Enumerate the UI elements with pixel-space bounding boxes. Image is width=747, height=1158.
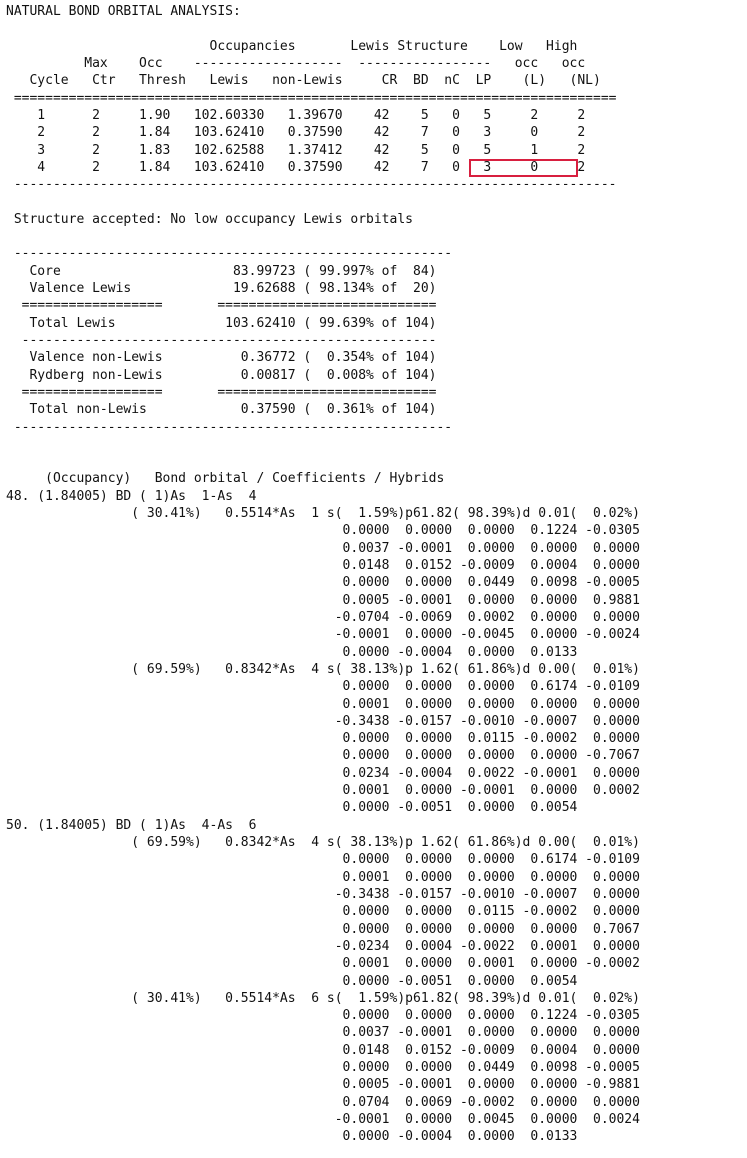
output-line: 50. (1.84005) BD ( 1)As 4-As 6: [6, 817, 257, 833]
output-line: Structure accepted: No low occupancy Lewis orbitals: [6, 211, 413, 227]
output-line: -0.3438 -0.0157 -0.0010 -0.0007 0.0000: [6, 713, 640, 729]
output-line: -0.0001 0.0000 0.0045 0.0000 0.0024: [6, 1112, 640, 1127]
output-line: ( 69.59%) 0.8342*As 4 s( 38.13%)p 1.62( 61.86%)d 0.00( 0.01%): [6, 835, 640, 850]
output-line: Total Lewis 103.62410 ( 99.639% of 104): [6, 315, 437, 331]
output-line: 0.0005 -0.0001 0.0000 0.0000 -0.9881: [6, 1077, 640, 1093]
output-line: 0.0001 0.0000 -0.0001 0.0000 0.0002: [6, 783, 640, 799]
output-line: -0.0704 -0.0069 0.0002 0.0000 0.0000: [6, 609, 640, 625]
output-line: 0.0000 0.0000 0.0115 -0.0002 0.0000: [6, 731, 640, 747]
output-line: -0.3438 -0.0157 -0.0010 -0.0007 0.0000: [6, 886, 640, 902]
output-line: 0.0000 0.0000 0.0000 0.1224 -0.0305: [6, 1008, 640, 1024]
output-line: Occupancies Lewis Structure Low High: [6, 38, 578, 54]
document-title: NATURAL BOND ORBITAL ANALYSIS:: [6, 4, 241, 19]
output-line: 0.0001 0.0000 0.0000 0.0000 0.0000: [6, 696, 640, 712]
output-line: 0.0148 0.0152 -0.0009 0.0004 0.0000: [6, 558, 640, 573]
output-line: Cycle Ctr Thresh Lewis non-Lewis CR BD nC LP (L) (NL): [6, 73, 601, 89]
output-line: Core 83.99723 ( 99.997% of 84): [6, 263, 437, 279]
output-line: -0.0234 0.0004 -0.0022 0.0001 0.0000: [6, 938, 640, 954]
output-line: 0.0037 -0.0001 0.0000 0.0000 0.0000: [6, 540, 640, 556]
output-line: 0.0000 -0.0051 0.0000 0.0054: [6, 973, 578, 989]
output-line: 0.0000 0.0000 0.0000 0.6174 -0.0109: [6, 679, 640, 695]
output-line: -----------------------------------------------------------------------------: [6, 177, 617, 193]
output-line: 0.0000 0.0000 0.0000 0.1224 -0.0305: [6, 523, 640, 539]
output-line: Total non-Lewis 0.37590 ( 0.361% of 104): [6, 402, 437, 418]
output-line: 0.0037 -0.0001 0.0000 0.0000 0.0000: [6, 1025, 640, 1041]
output-line: 48. (1.84005) BD ( 1)As 1-As 4: [6, 488, 257, 504]
output-line: 0.0148 0.0152 -0.0009 0.0004 0.0000: [6, 1042, 640, 1058]
output-line: [6, 453, 640, 470]
output-line: Valence non-Lewis 0.36772 ( 0.354% of 104): [6, 350, 437, 366]
output-line: =============================================================================: [6, 90, 617, 106]
output-line: 4 2 1.84 103.62410 0.37590 42 7 0 3 0 2: [6, 159, 586, 175]
output-line: 0.0234 -0.0004 0.0022 -0.0001 0.0000: [6, 765, 640, 781]
output-line: 0.0000 -0.0051 0.0000 0.0054: [6, 800, 578, 816]
output-line: 0.0000 0.0000 0.0449 0.0098 -0.0005: [6, 575, 640, 591]
output-line: 0.0000 0.0000 0.0115 -0.0002 0.0000: [6, 904, 640, 920]
output-line: --------------------------------------------------------: [6, 246, 453, 262]
output-line: [6, 436, 640, 453]
output-line: 0.0000 0.0000 0.0000 0.0000 -0.7067: [6, 748, 640, 764]
output-line: 2 2 1.84 103.62410 0.37590 42 7 0 3 0 2: [6, 125, 586, 141]
output-line: Valence Lewis 19.62688 ( 98.134% of 20): [6, 281, 437, 296]
output-line: 3 2 1.83 102.62588 1.37412 42 5 0 5 1 2: [6, 142, 586, 158]
output-line: [6, 228, 640, 245]
output-line: [6, 20, 640, 37]
output-line: 0.0000 0.0000 0.0449 0.0098 -0.0005: [6, 1060, 640, 1076]
output-line: (Occupancy) Bond orbital / Coefficients / Hybrids: [6, 471, 445, 487]
output-line: 0.0005 -0.0001 0.0000 0.0000 0.9881: [6, 592, 640, 608]
output-line: [6, 193, 640, 210]
output-line: 0.0000 0.0000 0.0000 0.6174 -0.0109: [6, 852, 640, 868]
output-line: --------------------------------------------------------: [6, 419, 453, 435]
output-line: 0.0001 0.0000 0.0001 0.0000 -0.0002: [6, 956, 640, 972]
output-line: Max Occ ------------------- ----------------- occ occ: [6, 55, 586, 71]
output-line: -0.0001 0.0000 -0.0045 0.0000 -0.0024: [6, 627, 640, 643]
highlight-box: [469, 159, 578, 177]
output-line: ================== ============================: [6, 298, 437, 314]
output-line: ( 69.59%) 0.8342*As 4 s( 38.13%)p 1.62( 61.86%)d 0.00( 0.01%): [6, 661, 640, 677]
output-line: 1 2 1.90 102.60330 1.39670 42 5 0 5 2 2: [6, 107, 586, 123]
output-line: 0.0000 -0.0004 0.0000 0.0133: [6, 1129, 578, 1145]
output-line: 0.0000 0.0000 0.0000 0.0000 0.7067: [6, 921, 640, 937]
output-line: -----------------------------------------------------: [6, 332, 437, 348]
output-line: Rydberg non-Lewis 0.00817 ( 0.008% of 104): [6, 367, 437, 383]
output-line: ( 30.41%) 0.5514*As 1 s( 1.59%)p61.82( 98.39%)d 0.01( 0.02%): [6, 506, 640, 522]
output-line: 0.0001 0.0000 0.0000 0.0000 0.0000: [6, 869, 640, 885]
output-line: ( 30.41%) 0.5514*As 6 s( 1.59%)p61.82( 98.39%)d 0.01( 0.02%): [6, 990, 640, 1006]
output-line: 0.0704 0.0069 -0.0002 0.0000 0.0000: [6, 1094, 640, 1110]
output-line: ================== ============================: [6, 384, 437, 400]
output-line: 0.0000 -0.0004 0.0000 0.0133: [6, 644, 578, 660]
